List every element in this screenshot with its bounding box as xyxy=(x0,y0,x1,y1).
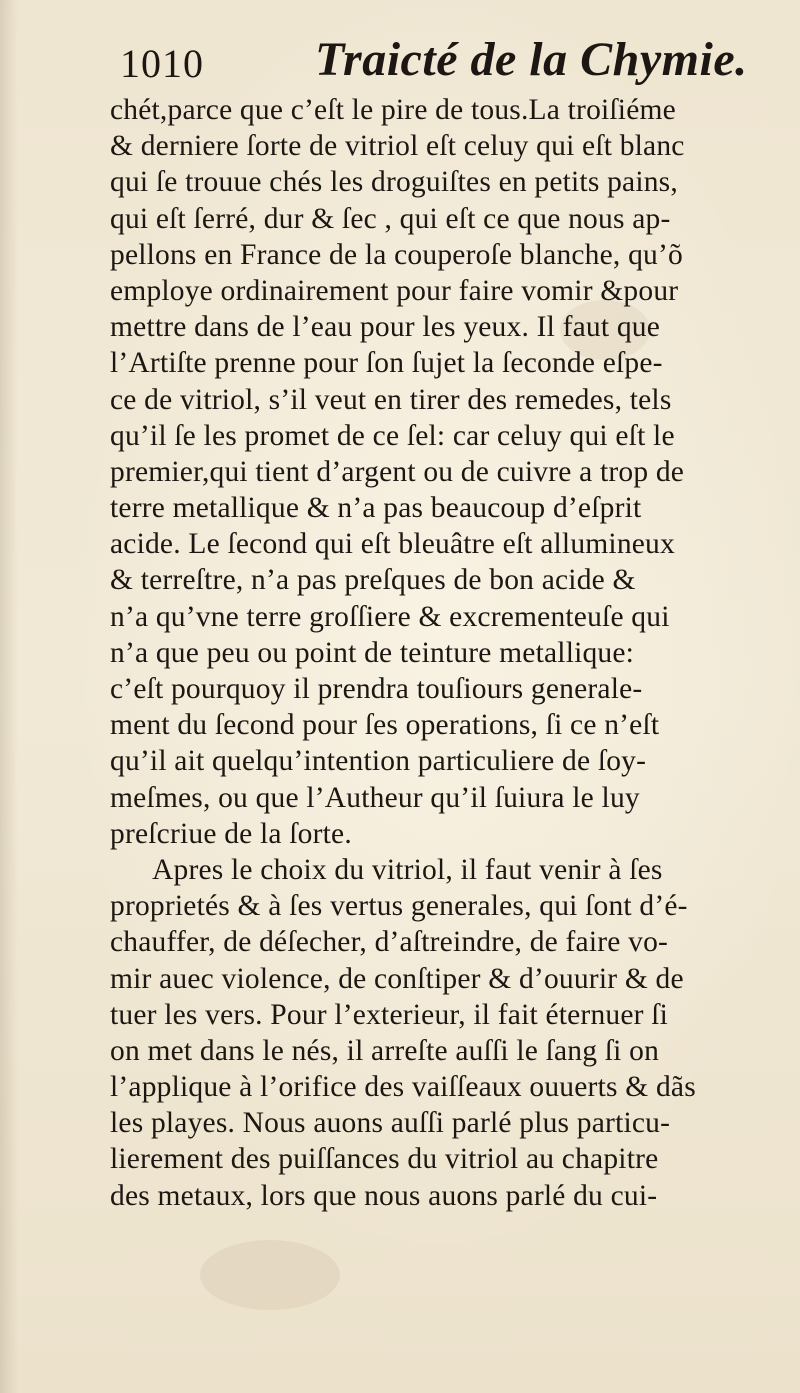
text-line: mettre dans de l’eau pour les yeux. Il faut que xyxy=(110,311,661,344)
text-line: ment du ſecond pour ſes operations, ſi ce n’eſt xyxy=(110,709,660,742)
text-line: c’eſt pourquoy il prendra touſiours generale- xyxy=(110,673,643,705)
text-line: qui ſe trouue chés les droguiſtes en petits pains, xyxy=(110,166,678,199)
text-line: lierement des puiſſances du vitriol au chapitre xyxy=(110,1143,659,1176)
text-line: qu’il ſe les promet de ce ſel: car celuy qui eſt le xyxy=(110,419,675,452)
page-header xyxy=(120,30,760,90)
page-number: 1010 xyxy=(120,41,204,86)
text-line: chét,parce que c’eſt le pire de tous.La troiſiéme xyxy=(110,94,676,126)
paper-stain xyxy=(200,1240,340,1310)
running-title: Traicté de la Chymie. xyxy=(315,33,748,86)
paragraph-start-line: Apres le choix du vitriol, il faut venir à ſes xyxy=(152,853,663,886)
text-line: ce de vitriol, s’il veut en tirer des remedes, tels xyxy=(110,383,672,416)
text-line: chauffer, de déſecher, d’aſtreindre, de faire vo- xyxy=(110,926,669,959)
text-line: pellons en France de la couperoſe blanche, qu’õ xyxy=(110,238,683,271)
text-line: on met dans le nés, il arreſte auſſi le ſang ſi on xyxy=(110,1034,660,1067)
text-line: & derniere ſorte de vitriol eſt celuy qui eſt blanc xyxy=(110,130,685,163)
body-text xyxy=(110,92,790,1214)
text-line: qu’il ait quelqu’intention particuliere de ſoy- xyxy=(110,745,647,778)
text-line: les playes. Nous auons auſſi parlé plus particu- xyxy=(110,1107,671,1140)
text-line: preſcriue de la ſorte. xyxy=(110,817,352,850)
text-line: n’a que peu ou point de teinture metallique: xyxy=(110,636,635,669)
text-line: employe ordinairement pour faire vomir &pour xyxy=(110,274,679,307)
text-line: l’Artiſte prenne pour ſon ſujet la ſeconde eſpe- xyxy=(110,347,663,380)
text-line: l’applique à l’orifice des vaiſſeaux ouuerts & dãs xyxy=(110,1071,696,1104)
text-line: terre metallique & n’a pas beaucoup d’eſprit xyxy=(110,492,642,525)
text-line: mir auec violence, de conſtiper & d’ouurir & de xyxy=(110,962,684,995)
text-line: n’a qu’vne terre groſſiere & excrementeuſe qui xyxy=(110,600,670,633)
page-gutter-shadow xyxy=(0,0,18,1393)
text-line: & terreſtre, n’a pas preſques de bon acide & xyxy=(110,564,636,597)
text-line: proprietés & à ſes vertus generales, qui ſont d’é- xyxy=(110,890,688,923)
text-line: tuer les vers. Pour l’exterieur, il fait éternuer ſi xyxy=(110,998,669,1031)
text-line: acide. Le ſecond qui eſt bleuâtre eſt allumineux xyxy=(110,528,675,561)
text-line: premier,qui tient d’argent ou de cuivre a trop de xyxy=(110,455,685,488)
text-line: meſmes, ou que l’Autheur qu’il ſuiura le luy xyxy=(110,781,640,814)
text-line: qui eſt ſerré, dur & ſec , qui eſt ce que nous ap- xyxy=(110,202,671,235)
text-line: des metaux, lors que nous auons parlé du cui- xyxy=(110,1179,658,1212)
